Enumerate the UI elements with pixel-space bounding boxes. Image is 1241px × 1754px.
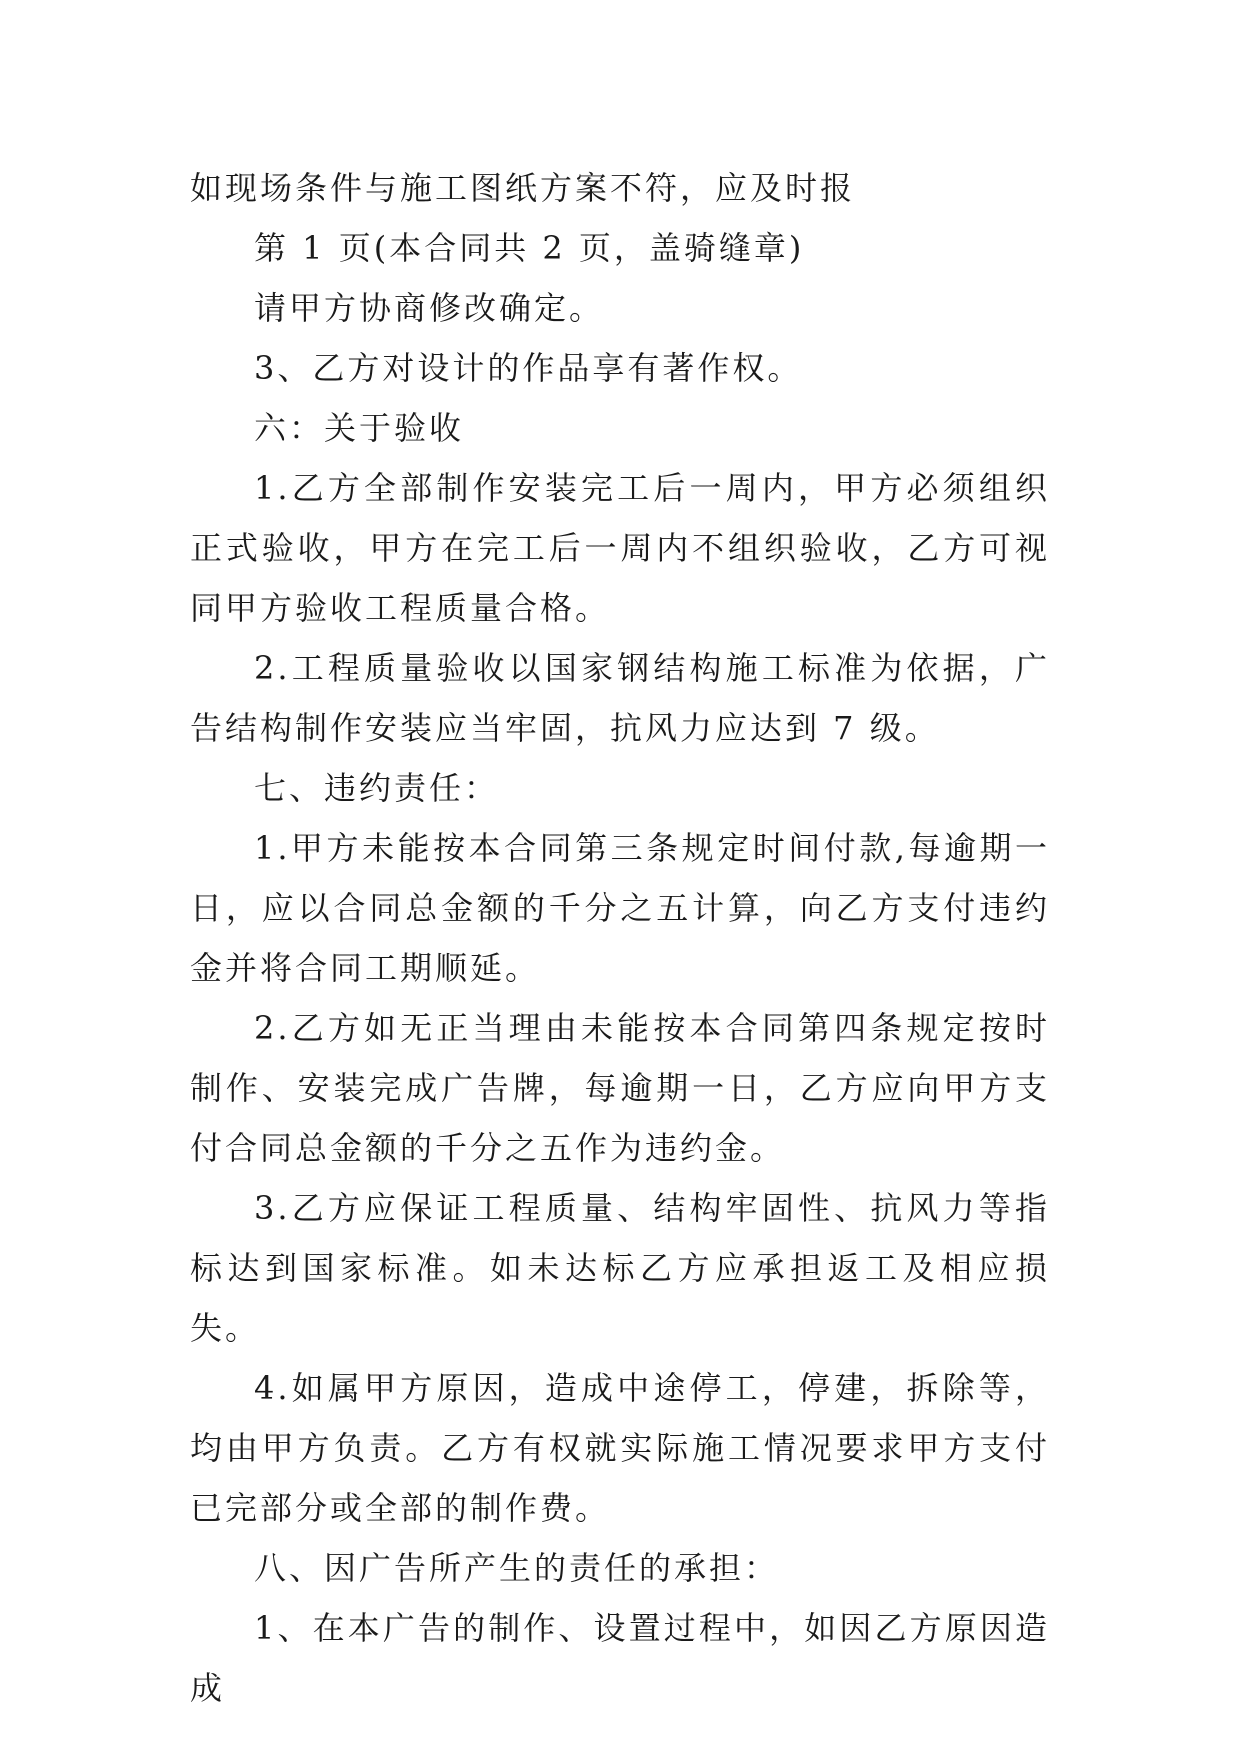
paragraph-liability-4: 4.如属甲方原因，造成中途停工，停建，拆除等，均由甲方负责。乙方有权就实际施工情况要求甲方支付已完部分或全部的制作费。	[190, 1369, 1050, 1527]
document-body	[190, 158, 1050, 1718]
paragraph-acceptance-2: 2.工程质量验收以国家钢结构施工标准为依据，广告结构制作安装应当牢固，抗风力应达到 7 级。	[190, 649, 1050, 747]
page-number-note: 第 1 页(本合同共 2 页，盖骑缝章)	[254, 229, 805, 267]
section-heading-liability: 七、违约责任：	[254, 769, 500, 807]
section-heading-advertising-liability: 八、因广告所产生的责任的承担：	[254, 1549, 780, 1587]
paragraph-liability-3: 3.乙方应保证工程质量、结构牢固性、抗风力等指标达到国家标准。如未达标乙方应承担返工及相应损失。	[190, 1189, 1050, 1347]
paragraph-acceptance-1: 1.乙方全部制作安装完工后一周内，甲方必须组织正式验收，甲方在完工后一周内不组织验收，乙方可视同甲方验收工程质量合格。	[190, 469, 1050, 627]
paragraph-liability-1: 1.甲方未能按本合同第三条规定时间付款,每逾期一日，应以合同总金额的千分之五计算，向乙方支付违约金并将合同工期顺延。	[190, 829, 1050, 987]
section-heading-acceptance: 六：关于验收	[254, 409, 465, 447]
paragraph-liability-2: 2.乙方如无正当理由未能按本合同第四条规定按时制作、安装完成广告牌，每逾期一日，乙方应向甲方支付合同总金额的千分之五作为违约金。	[190, 1009, 1050, 1167]
paragraph-continuation: 如现场条件与施工图纸方案不符，应及时报	[190, 169, 856, 207]
paragraph: 请甲方协商修改确定。	[254, 289, 605, 327]
paragraph-copyright: 3、乙方对设计的作品享有著作权。	[254, 349, 803, 387]
paragraph-advertising-1: 1、在本广告的制作、设置过程中，如因乙方原因造成	[190, 1609, 1050, 1707]
